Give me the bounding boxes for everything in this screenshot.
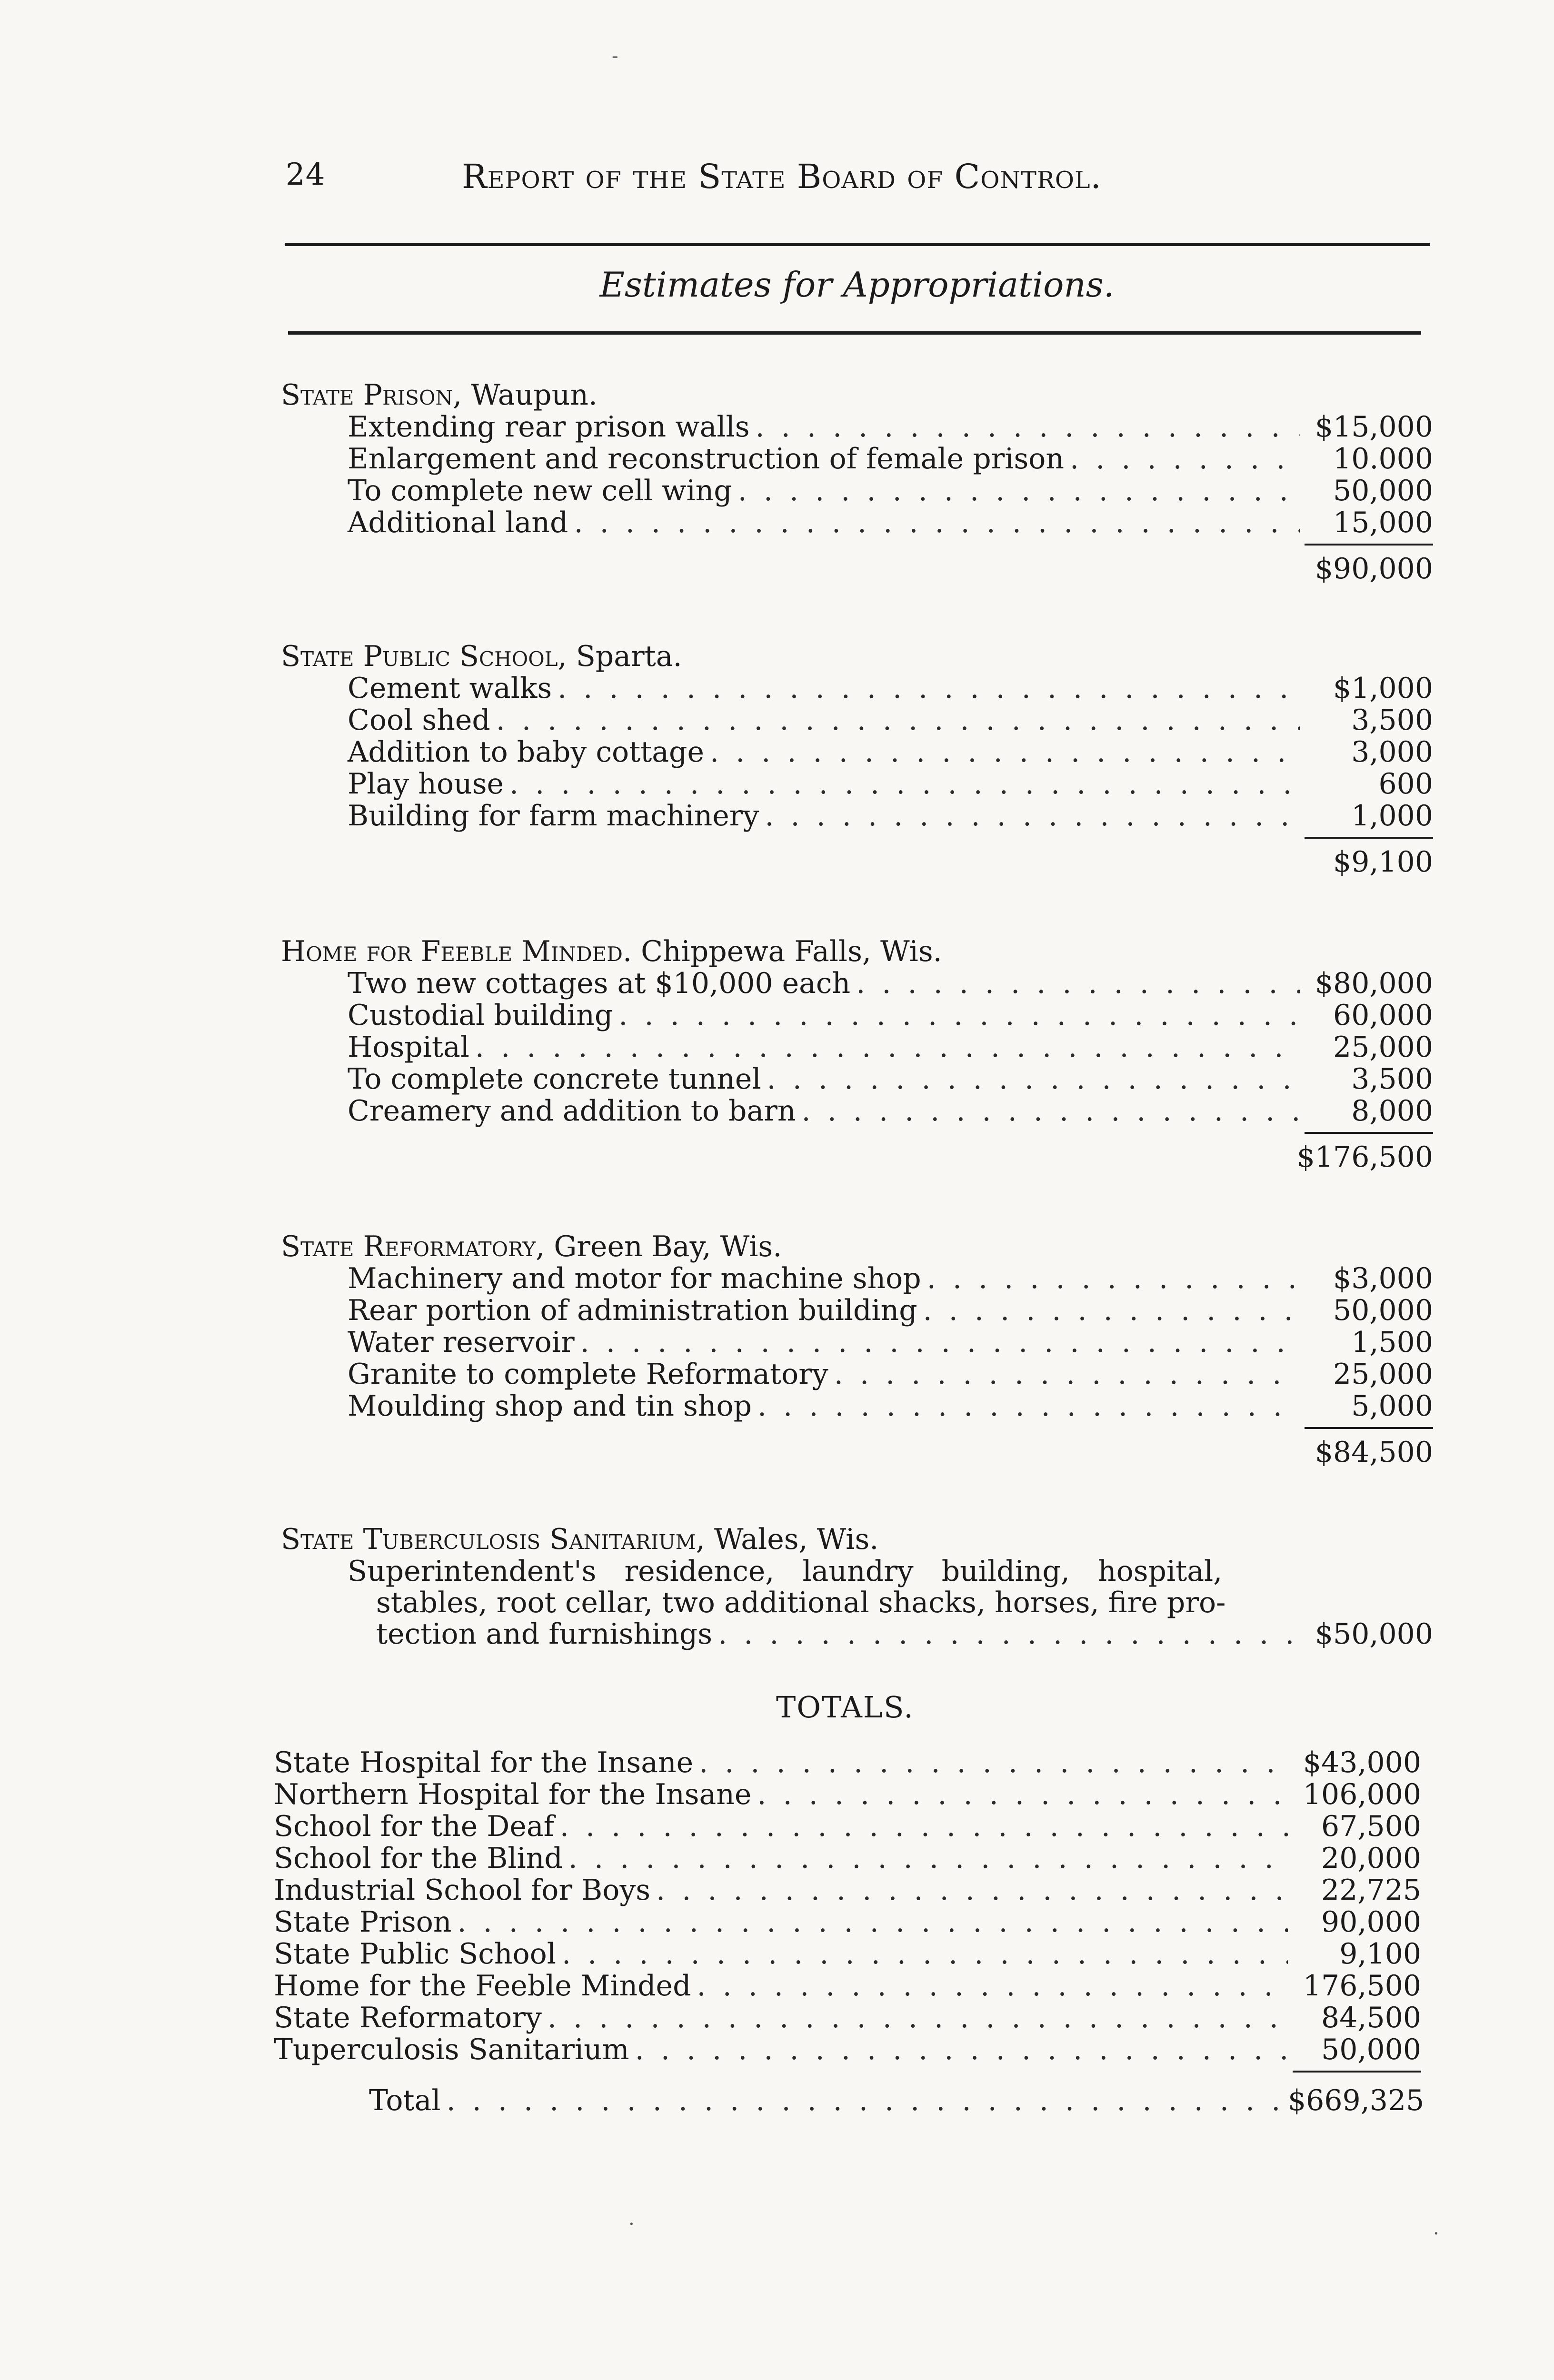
section-home-feeble-minded — [281, 935, 1433, 1174]
item-label: Moulding shop and tin shop — [348, 1389, 752, 1423]
section-subtotal: $176,500 — [1296, 1140, 1433, 1174]
scan-speck: · — [628, 2213, 635, 2235]
dot-leader — [475, 1031, 1300, 1063]
institution-location: Waupun. — [462, 378, 598, 412]
line-item — [281, 1031, 1433, 1063]
dot-leader — [574, 507, 1300, 539]
item-label: Granite to complete Reformatory — [348, 1358, 828, 1391]
dot-leader — [558, 673, 1300, 704]
running-title: Report of the State Board of Control. — [462, 157, 1102, 196]
dot-leader — [548, 2002, 1288, 2034]
dot-leader — [496, 704, 1300, 736]
item-amount: $43,000 — [1303, 1746, 1421, 1779]
item-label: State Prison — [274, 1905, 452, 1939]
line-item — [281, 1327, 1433, 1359]
dot-leader — [697, 1970, 1288, 2002]
item-label: Rear portion of administration building — [348, 1294, 917, 1327]
line-item — [281, 673, 1433, 704]
dot-leader — [718, 1618, 1300, 1650]
institution-name: State Tuberculosis Sanitarium, — [281, 1523, 705, 1556]
section-state-reformatory — [281, 1230, 1433, 1469]
page-subtitle: Estimates for Appropriations. — [599, 265, 1115, 305]
totals-row — [274, 1874, 1421, 1906]
grand-total-rule — [274, 2066, 1421, 2085]
item-label: Additional land — [348, 506, 568, 539]
item-amount: 90,000 — [1321, 1905, 1421, 1939]
totals-row — [274, 1811, 1421, 1843]
section-tuberculosis-sanitarium — [281, 1523, 1433, 1650]
dot-leader — [738, 475, 1300, 507]
item-label: Cement walks — [348, 672, 552, 705]
totals-row — [274, 1843, 1421, 1874]
institution-location: Chippewa Falls, Wis. — [632, 935, 942, 968]
scan-speck: - — [612, 45, 618, 67]
line-item — [281, 800, 1433, 832]
institution-location: Wales, Wis. — [705, 1523, 879, 1556]
line-item — [281, 1000, 1433, 1031]
institution-name: State Public School, — [281, 640, 567, 673]
item-amount: 50,000 — [1333, 1294, 1433, 1327]
dot-leader — [447, 2085, 1288, 2117]
dot-leader — [710, 736, 1300, 768]
totals-row — [274, 1747, 1421, 1779]
dot-leader — [756, 411, 1300, 443]
item-amount: 3,500 — [1351, 1062, 1433, 1096]
section-state-prison — [281, 379, 1433, 585]
line-item — [281, 475, 1433, 507]
item-amount: 10.000 — [1333, 442, 1433, 476]
line-item — [281, 1095, 1433, 1127]
item-label: Machinery and motor for machine shop — [348, 1262, 921, 1295]
item-amount: 20,000 — [1321, 1842, 1421, 1875]
item-amount: 67,500 — [1321, 1810, 1421, 1843]
line-item — [281, 968, 1433, 1000]
grand-total-label: Total — [369, 2084, 441, 2117]
dot-leader — [562, 1938, 1288, 1970]
dot-leader — [568, 1843, 1288, 1874]
item-amount: 1,500 — [1351, 1326, 1433, 1359]
item-label: Enlargement and reconstruction of female prison — [348, 442, 1065, 476]
scan-speck: · — [1433, 2223, 1439, 2245]
item-amount: $50,000 — [1315, 1617, 1433, 1651]
item-label: To complete new cell wing — [348, 474, 732, 507]
item-amount: $3,000 — [1333, 1262, 1433, 1295]
section-subtotal: $9,100 — [1333, 845, 1433, 879]
dot-leader — [509, 768, 1300, 800]
section-subtotal: $84,500 — [1315, 1436, 1433, 1469]
sanitarium-description — [281, 1556, 1433, 1650]
institution-location: Green Bay, Wis. — [545, 1230, 782, 1263]
section-heading — [281, 640, 1433, 673]
totals-row — [274, 1938, 1421, 1970]
item-amount: 176,500 — [1303, 1969, 1421, 2003]
item-amount: 5,000 — [1351, 1389, 1433, 1423]
dot-leader — [757, 1390, 1300, 1422]
grand-total-amount: $669,325 — [1288, 2084, 1424, 2117]
item-label: School for the Deaf — [274, 1810, 554, 1843]
item-label: Home for the Feeble Minded — [274, 1969, 691, 2003]
item-label: School for the Blind — [274, 1842, 563, 1875]
item-amount: 25,000 — [1333, 1358, 1433, 1391]
line-item — [281, 1390, 1433, 1422]
item-label: Creamery and addition to barn — [348, 1094, 796, 1128]
item-label: State Reformatory — [274, 2001, 542, 2034]
item-label: Cool shed — [348, 704, 490, 737]
dot-leader — [856, 968, 1300, 1000]
item-label: Hospital — [348, 1031, 469, 1064]
item-amount: 106,000 — [1303, 1778, 1421, 1811]
item-amount: $80,000 — [1315, 967, 1433, 1000]
item-amount: 84,500 — [1321, 2001, 1421, 2034]
item-label: State Hospital for the Insane — [274, 1746, 694, 1779]
dot-leader — [699, 1747, 1288, 1779]
dot-leader — [757, 1779, 1288, 1811]
institution-name: State Prison, — [281, 378, 462, 412]
item-amount: $1,000 — [1333, 672, 1433, 705]
institution-name: State Reformatory, — [281, 1230, 545, 1263]
item-label: Water reservoir — [348, 1326, 575, 1359]
item-amount: 1,000 — [1351, 799, 1433, 833]
item-amount: 60,000 — [1333, 999, 1433, 1032]
line-item — [281, 768, 1433, 800]
subtotal-rule — [281, 1422, 1433, 1433]
line-item — [281, 443, 1433, 475]
grand-total-row — [274, 2084, 1424, 2117]
dot-leader — [635, 2034, 1288, 2066]
dot-leader — [618, 1000, 1300, 1031]
totals-row — [274, 1970, 1421, 2002]
dot-leader — [457, 1906, 1288, 1938]
totals-row — [274, 2002, 1421, 2034]
item-amount: 600 — [1378, 767, 1433, 801]
section-heading — [281, 935, 1433, 968]
item-label: Addition to baby cottage — [348, 735, 704, 769]
item-label: State Public School — [274, 1937, 556, 1971]
description-line: Superintendent's residence, laundry building, hospital, — [348, 1555, 1223, 1588]
dot-leader — [580, 1327, 1300, 1359]
section-heading — [281, 1523, 1433, 1556]
dot-leader — [802, 1095, 1300, 1127]
running-head — [286, 152, 1428, 205]
subtotal-rule — [281, 539, 1433, 549]
line-item — [281, 736, 1433, 768]
item-amount: 8,000 — [1351, 1094, 1433, 1128]
header-rule-top — [285, 243, 1430, 246]
line-item — [348, 1618, 1433, 1650]
page-number: 24 — [286, 157, 326, 192]
item-label: Building for farm machinery — [348, 799, 759, 833]
totals-list — [274, 1746, 1424, 2117]
dot-leader — [923, 1295, 1300, 1327]
institution-location: Sparta. — [567, 640, 682, 673]
line-item — [281, 1063, 1433, 1095]
item-amount: 15,000 — [1333, 506, 1433, 539]
dot-leader — [834, 1359, 1300, 1390]
item-label: Northern Hospital for the Insane — [274, 1778, 752, 1811]
item-amount: 50,000 — [1333, 474, 1433, 507]
institution-name: Home for Feeble Minded. — [281, 935, 632, 968]
dot-leader — [765, 800, 1300, 832]
item-amount: 9,100 — [1339, 1937, 1421, 1971]
item-label: Play house — [348, 767, 504, 801]
dot-leader — [767, 1063, 1300, 1095]
line-item — [281, 411, 1433, 443]
totals-row — [274, 2034, 1421, 2066]
item-amount: $15,000 — [1315, 410, 1433, 444]
header-rule-bottom — [288, 331, 1421, 335]
item-label: Extending rear prison walls — [348, 410, 750, 444]
subtotal-rule — [281, 832, 1433, 843]
line-item — [281, 1263, 1433, 1295]
section-state-public-school — [281, 640, 1433, 879]
item-label: Custodial building — [348, 999, 613, 1032]
line-item — [281, 1295, 1433, 1327]
subtotal-rule — [281, 1127, 1433, 1138]
dot-leader — [927, 1263, 1300, 1295]
dot-leader — [560, 1811, 1288, 1843]
item-label: Two new cottages at $10,000 each — [348, 967, 851, 1000]
totals-row — [274, 1779, 1421, 1811]
item-amount: 50,000 — [1321, 2033, 1421, 2066]
item-label: tection and furnishings — [376, 1617, 713, 1651]
section-heading — [281, 1230, 1433, 1263]
item-label: Tuperculosis Sanitarium — [274, 2033, 629, 2066]
description-line: stables, root cellar, two additional shacks, horses, fire pro- — [376, 1586, 1226, 1619]
dot-leader — [1070, 443, 1300, 475]
item-amount: 3,000 — [1351, 735, 1433, 769]
item-amount: 22,725 — [1321, 1874, 1421, 1907]
item-amount: 25,000 — [1333, 1031, 1433, 1064]
item-amount: 3,500 — [1351, 704, 1433, 737]
line-item — [281, 1359, 1433, 1390]
dot-leader — [656, 1874, 1288, 1906]
totals-heading: TOTALS. — [776, 1690, 915, 1725]
section-heading — [281, 379, 1433, 411]
item-label: Industrial School for Boys — [274, 1874, 651, 1907]
totals-row — [274, 1906, 1421, 1938]
section-subtotal: $90,000 — [1315, 552, 1433, 585]
item-label: To complete concrete tunnel — [348, 1062, 761, 1096]
line-item — [281, 704, 1433, 736]
line-item — [281, 507, 1433, 539]
